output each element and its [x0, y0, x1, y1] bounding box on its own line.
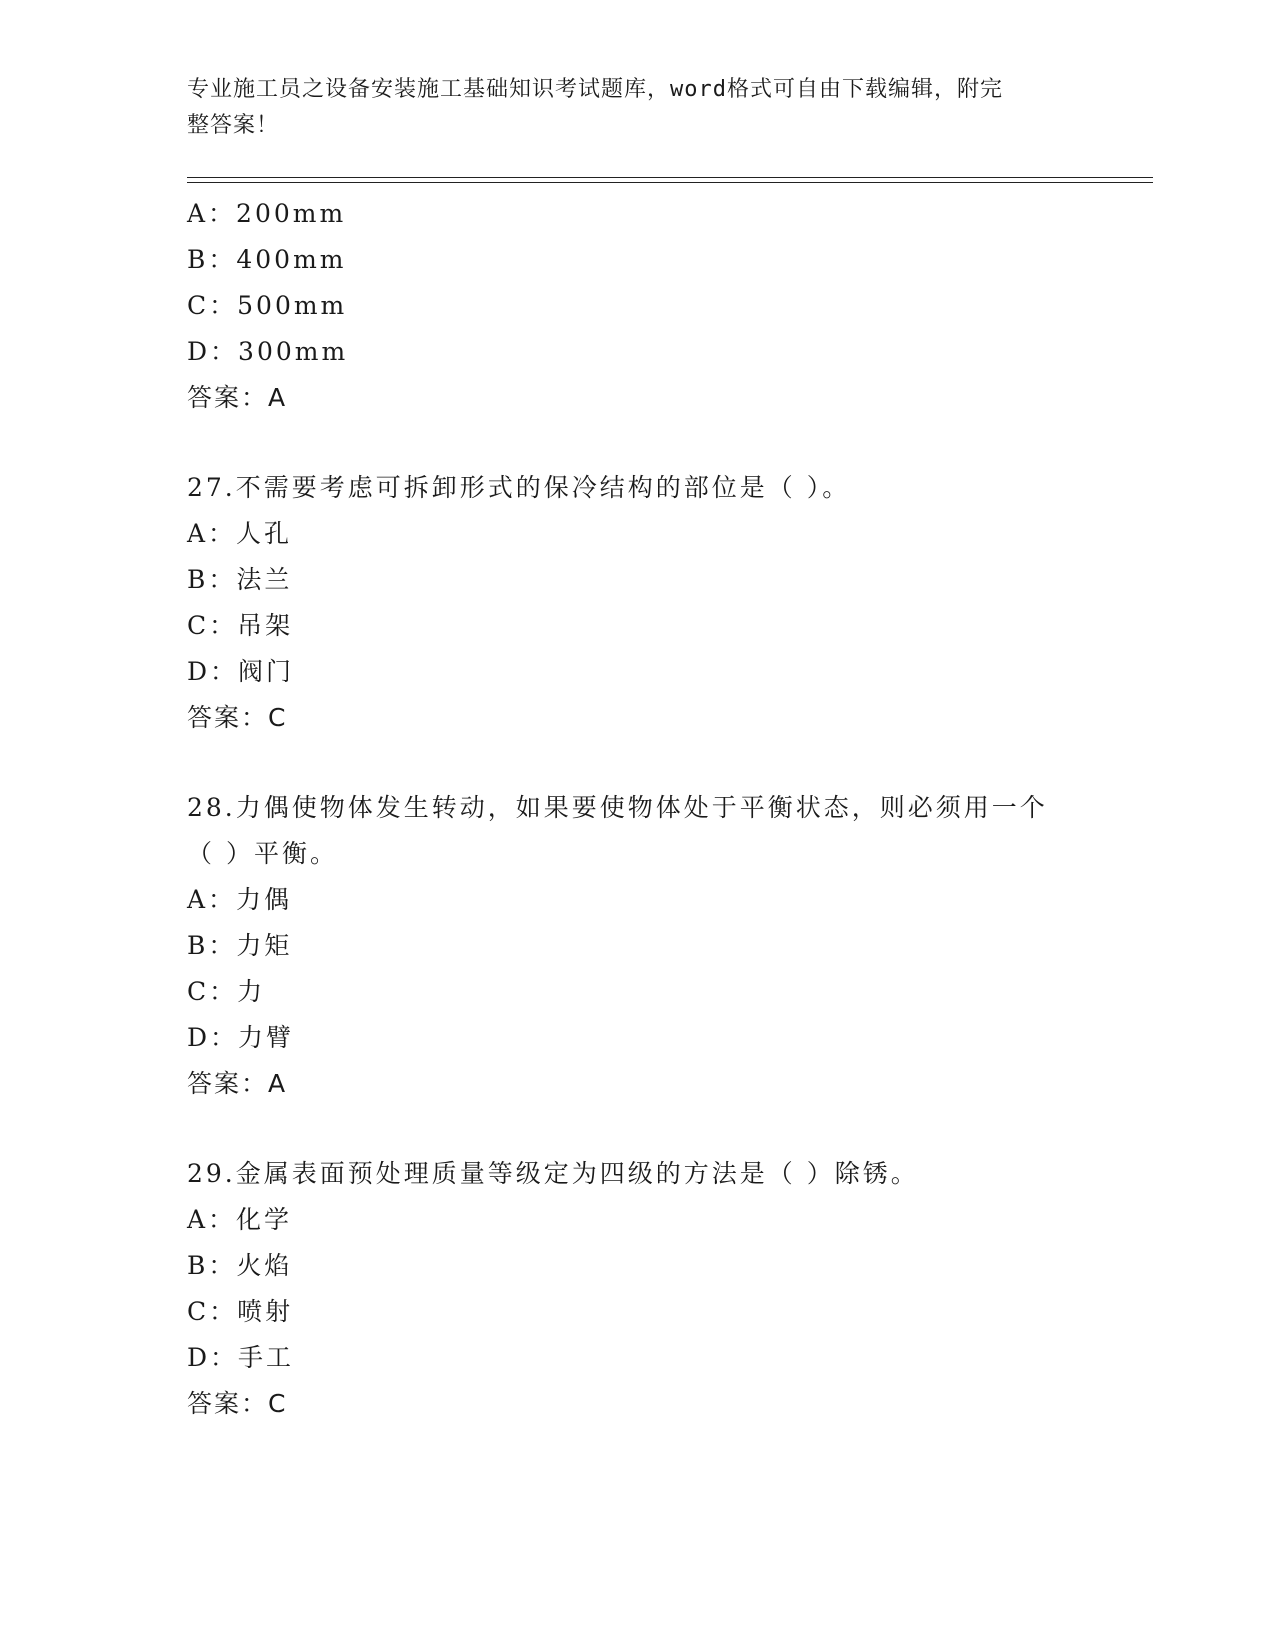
option-a: A：化学	[187, 1205, 293, 1234]
option-b: B：400mm	[187, 245, 347, 274]
header-title-line-1: 专业施工员之设备安装施工基础知识考试题库，word格式可自由下载编辑，附完	[187, 77, 1003, 102]
option-a: A：力偶	[187, 885, 293, 914]
question-block	[187, 191, 1153, 421]
header-title-line-2: 整答案！	[187, 113, 280, 138]
question-block	[187, 785, 1153, 1107]
question-list	[187, 191, 1153, 1427]
option-a: A：人孔	[187, 519, 293, 548]
option-a: A：200mm	[187, 199, 347, 228]
answer-text: 答案：A	[187, 1069, 288, 1098]
option-d: D：300mm	[187, 337, 349, 366]
option-b: B：法兰	[187, 565, 293, 594]
block-spacer	[187, 741, 1153, 785]
option-d: D：手工	[187, 1343, 295, 1372]
option-c: C：喷射	[187, 1297, 294, 1326]
option-c: C：吊架	[187, 611, 294, 640]
question-block	[187, 1151, 1153, 1427]
answer-text: 答案：C	[187, 703, 288, 732]
block-spacer	[187, 1107, 1153, 1151]
block-spacer	[187, 421, 1153, 465]
answer-text: 答案：A	[187, 383, 288, 412]
option-c: C：力	[187, 977, 266, 1006]
question-text: 29.金属表面预处理质量等级定为四级的方法是（ ）除锈。	[187, 1159, 919, 1188]
question-text: 28.力偶使物体发生转动，如果要使物体处于平衡状态，则必须用一个	[187, 793, 1048, 822]
question-block	[187, 465, 1153, 741]
option-d: D：阀门	[187, 657, 295, 686]
question-text: 27.不需要考虑可拆卸形式的保冷结构的部位是（ ）。	[187, 473, 851, 502]
header-divider-top	[187, 177, 1153, 178]
header-divider-bottom	[187, 182, 1153, 183]
option-d: D：力臂	[187, 1023, 295, 1052]
document-header	[187, 72, 1067, 144]
option-b: B：火焰	[187, 1251, 293, 1280]
option-b: B：力矩	[187, 931, 293, 960]
answer-text: 答案：C	[187, 1389, 288, 1418]
question-text-continued: （ ）平衡。	[187, 839, 338, 868]
option-c: C：500mm	[187, 291, 348, 320]
